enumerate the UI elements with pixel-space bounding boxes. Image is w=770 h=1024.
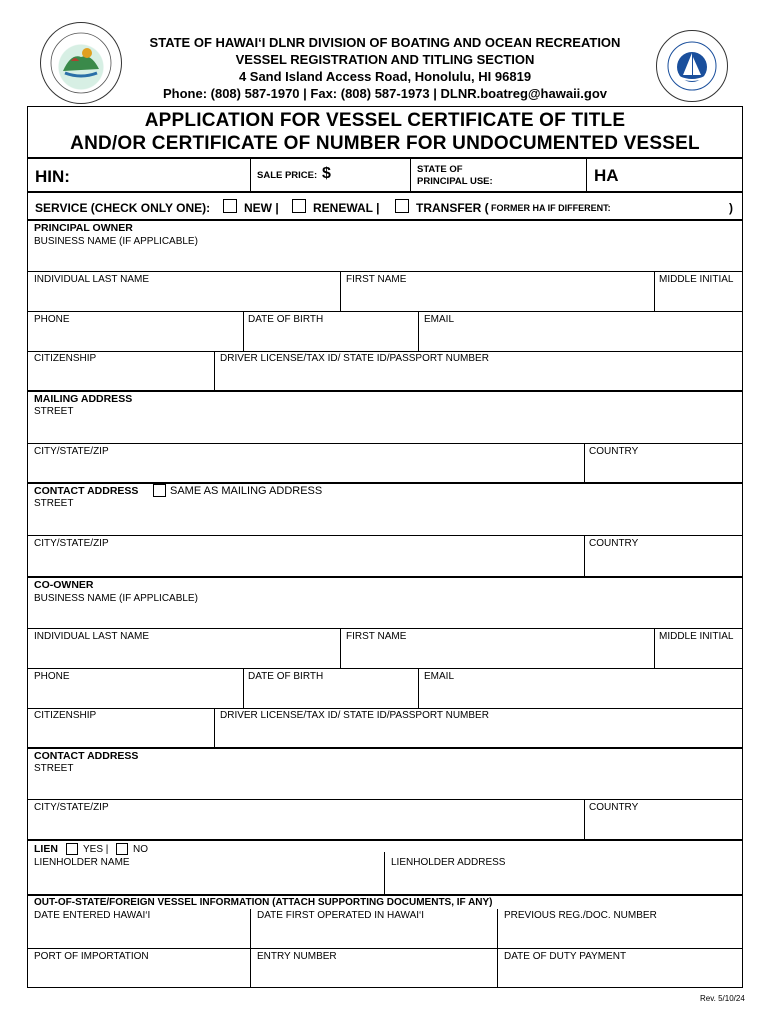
mailing-city-label: CITY/STATE/ZIP [34, 446, 109, 457]
owner-dob-input[interactable] [247, 326, 415, 348]
hin-label: HIN: [35, 167, 70, 186]
coowner-dob-input[interactable] [247, 683, 415, 705]
mailing-city-input[interactable] [30, 458, 580, 480]
coowner-contact-city-label: CITY/STATE/ZIP [34, 802, 109, 813]
owner-first-name-input[interactable] [344, 286, 650, 308]
owner-phone-input[interactable] [30, 326, 240, 348]
entry-number-label: ENTRY NUMBER [257, 951, 337, 962]
contact-country-label: COUNTRY [589, 538, 639, 549]
port-of-importation-label: PORT OF IMPORTATION [34, 951, 149, 962]
former-ha-close: ) [729, 201, 733, 215]
date-duty-payment-label: DATE OF DUTY PAYMENT [504, 951, 627, 962]
lienholder-name-label: LIENHOLDER NAME [34, 857, 130, 868]
coowner-phone-label: PHONE [34, 671, 70, 682]
coowner-last-name-input[interactable] [30, 643, 336, 665]
sale-price-label: SALE PRICE: [257, 170, 318, 181]
coowner-contact-street-input[interactable] [30, 775, 740, 797]
owner-phone-label: PHONE [34, 314, 70, 325]
header-address-line: 4 Sand Island Access Road, Honolulu, HI 96819 [238, 69, 532, 84]
date-entered-label: DATE ENTERED HAWAI‘I [34, 910, 151, 921]
contact-country-input[interactable] [588, 550, 740, 574]
coowner-middle-initial-label: MIDDLE INITIAL [659, 631, 734, 642]
contact-address-heading: CONTACT ADDRESS [34, 485, 139, 497]
mailing-street-input[interactable] [30, 418, 740, 440]
coowner-phone-input[interactable] [30, 683, 240, 705]
coowner-contact-city-input[interactable] [30, 814, 580, 837]
header-agency-line: STATE OF HAWAI‘I DLNR DIVISION OF BOATING AND OCEAN RECREATION [149, 35, 621, 50]
coowner-contact-country-input[interactable] [588, 814, 740, 837]
service-renewal-label: RENEWAL | [313, 201, 380, 215]
date-entered-input[interactable] [30, 922, 246, 946]
contact-city-input[interactable] [30, 550, 580, 574]
lien-heading: LIEN [34, 843, 58, 855]
service-transfer-checkbox[interactable] [395, 199, 409, 213]
date-duty-payment-input[interactable] [501, 963, 740, 985]
state-of-label: STATE OF [417, 164, 463, 175]
coowner-citizenship-label: CITIZENSHIP [34, 710, 97, 721]
coowner-business-input[interactable] [30, 605, 740, 625]
header-contact-line: Phone: (808) 587-1970 | Fax: (808) 587-1973 | DLNR.boatreg@hawaii.gov [162, 86, 608, 101]
principal-owner-heading: PRINCIPAL OWNER [34, 222, 133, 234]
foreign-vessel-heading: OUT-OF-STATE/FOREIGN VESSEL INFORMATION (ATTACH SUPPORTING DOCUMENTS, IF ANY) [34, 897, 493, 908]
owner-email-label: EMAIL [424, 314, 455, 325]
contact-city-label: CITY/STATE/ZIP [34, 538, 109, 549]
ha-prefix: HA [594, 166, 619, 185]
coowner-contact-street-label: STREET [34, 763, 74, 774]
co-owner-heading: CO-OWNER [34, 579, 94, 591]
hin-input[interactable] [80, 162, 245, 188]
owner-license-label: DRIVER LICENSE/TAX ID/ STATE ID/PASSPORT NUMBER [220, 353, 489, 364]
coowner-first-name-label: FIRST NAME [346, 631, 407, 642]
mailing-country-label: COUNTRY [589, 446, 639, 457]
coowner-contact-country-label: COUNTRY [589, 802, 639, 813]
service-new-label: NEW | [244, 201, 279, 215]
service-new-checkbox[interactable] [223, 199, 237, 213]
previous-reg-input[interactable] [501, 922, 740, 946]
dollar-sign: $ [322, 165, 331, 182]
service-transfer-label: TRANSFER ( [416, 201, 489, 215]
coowner-contact-heading: CONTACT ADDRESS [34, 750, 139, 762]
principal-use-label: PRINCIPAL USE: [417, 176, 493, 187]
date-first-operated-label: DATE FIRST OPERATED IN HAWAI‘I [257, 910, 425, 921]
lienholder-name-input[interactable] [30, 869, 380, 892]
coowner-citizenship-input[interactable] [30, 722, 210, 745]
lienholder-address-input[interactable] [388, 869, 740, 892]
owner-last-name-label: INDIVIDUAL LAST NAME [34, 274, 150, 285]
lien-yes-label: YES | [83, 844, 109, 855]
owner-first-name-label: FIRST NAME [346, 274, 407, 285]
lien-yes-checkbox[interactable] [66, 843, 78, 855]
sale-price-input[interactable] [336, 162, 406, 188]
owner-last-name-input[interactable] [30, 286, 336, 308]
coowner-license-input[interactable] [218, 722, 740, 745]
contact-street-label: STREET [34, 498, 74, 509]
date-first-operated-input[interactable] [254, 922, 493, 946]
same-as-mailing-checkbox[interactable] [153, 484, 166, 497]
header-section-line: VESSEL REGISTRATION AND TITLING SECTION [235, 52, 535, 67]
former-ha-input[interactable] [630, 197, 726, 217]
coowner-first-name-input[interactable] [344, 643, 650, 665]
revision-date: Rev. 5/10/24 [700, 994, 745, 1003]
mailing-country-input[interactable] [588, 458, 740, 480]
entry-number-input[interactable] [254, 963, 493, 985]
owner-email-input[interactable] [422, 326, 740, 348]
owner-dob-label: DATE OF BIRTH [248, 314, 324, 325]
service-renewal-checkbox[interactable] [292, 199, 306, 213]
coowner-business-label: BUSINESS NAME (IF APPLICABLE) [34, 593, 198, 604]
owner-business-input[interactable] [30, 248, 740, 268]
previous-reg-label: PREVIOUS REG./DOC. NUMBER [504, 910, 657, 921]
form-title-line1: APPLICATION FOR VESSEL CERTIFICATE OF TITLE [144, 110, 626, 131]
coowner-last-name-label: INDIVIDUAL LAST NAME [34, 631, 150, 642]
owner-middle-initial-label: MIDDLE INITIAL [659, 274, 734, 285]
owner-business-label: BUSINESS NAME (IF APPLICABLE) [34, 236, 198, 247]
coowner-middle-initial-input[interactable] [658, 643, 740, 665]
lienholder-address-label: LIENHOLDER ADDRESS [391, 857, 506, 868]
owner-middle-initial-input[interactable] [658, 286, 740, 308]
service-label: SERVICE (CHECK ONLY ONE): [35, 201, 211, 215]
lien-no-checkbox[interactable] [116, 843, 128, 855]
contact-street-input[interactable] [30, 510, 740, 532]
owner-license-input[interactable] [218, 365, 740, 388]
lien-no-label: NO [133, 844, 148, 855]
mailing-address-heading: MAILING ADDRESS [34, 393, 133, 405]
former-ha-label: FORMER HA IF DIFFERENT: [491, 203, 611, 213]
ha-number-input[interactable] [625, 162, 739, 188]
coowner-email-label: EMAIL [424, 671, 455, 682]
form-title-line2: AND/OR CERTIFICATE OF NUMBER FOR UNDOCUMENTED VESSEL [70, 133, 700, 154]
coowner-dob-label: DATE OF BIRTH [248, 671, 324, 682]
same-as-mailing-label: SAME AS MAILING ADDRESS [170, 485, 323, 497]
coowner-email-input[interactable] [422, 683, 740, 705]
coowner-license-label: DRIVER LICENSE/TAX ID/ STATE ID/PASSPORT NUMBER [220, 710, 489, 721]
port-of-importation-input[interactable] [30, 963, 246, 985]
mailing-street-label: STREET [34, 406, 74, 417]
owner-citizenship-input[interactable] [30, 365, 210, 388]
owner-citizenship-label: CITIZENSHIP [34, 353, 97, 364]
